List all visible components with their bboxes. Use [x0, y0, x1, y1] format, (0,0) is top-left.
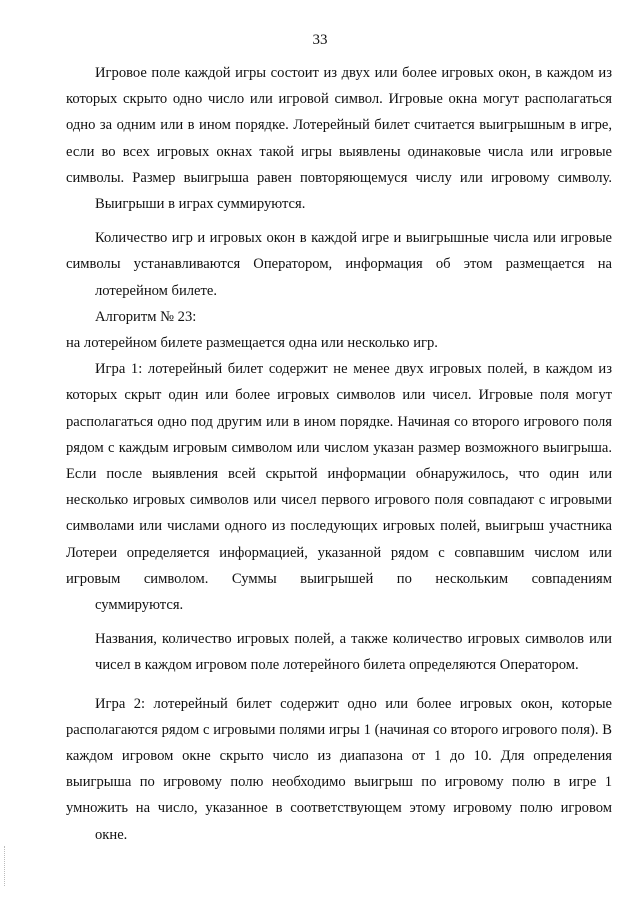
text-line: которых скрыт один или более игровых символов или чисел. Игровые поля могут [66, 387, 612, 404]
text-line: игровыми символами или числами одного из последующих игровых полей, выигрыш [66, 492, 612, 535]
text-line: Игра 2: лотерейный билет содержит одно или более игровых окон, которые [95, 695, 612, 712]
text-line: выигрыша. Если после выявления всей скрытой информации обнаружилось, что один [66, 439, 612, 483]
text-line: умножить на число, указанное в соответствующем этому игровому полю игровом [66, 800, 612, 817]
text-line-last: чисел в каждом игровом поле лотерейного билета определяются Оператором. [95, 657, 579, 674]
text-line: участника Лотереи определяется информацией, указанной рядом с совпавшим [66, 518, 612, 561]
text-line-last: Алгоритм № 23: [95, 308, 197, 325]
paragraph-algorithm-intro [66, 330, 612, 356]
text-line: символы устанавливаются Оператором, информация об этом размещается на [66, 256, 612, 273]
text-line: Количество игр и игровых окон в каждой игре и выигрышные числа или игровые [95, 230, 612, 247]
text-line: В каждом игровом окне скрыто число из диапазона от 1 до 10. Для определения [66, 721, 612, 765]
text-line-last: Выигрыши в играх суммируются. [95, 196, 306, 213]
scan-artifact [4, 846, 19, 886]
text-line: поля рядом с каждым игровым символом или числом указан размер возможного [66, 413, 612, 456]
text-line: располагаться одно под другим или в ином порядке. Начиная со второго игрового [66, 413, 579, 430]
text-line: если во всех игровых окнах такой игры выявлены одинаковые числа или игровые [66, 143, 612, 160]
document-body [66, 60, 612, 848]
text-line-last: лотерейном билете. [95, 282, 218, 299]
text-line: располагаются рядом с игровыми полями игры 1 (начиная со второго игрового поля). [66, 721, 599, 738]
page-number: 33 [312, 32, 328, 48]
text-line: числом или игровым символом. Суммы выигрышей по нескольким совпадениям [66, 544, 612, 587]
text-line: Игровое поле каждой игры состоит из двух или более игровых окон, в каждом из [95, 65, 612, 81]
paragraph-operator [66, 225, 612, 304]
text-line: Названия, количество игровых полей, а также количество игровых символов или [95, 631, 612, 648]
text-line-last: на лотерейном билете размещается одна или несколько игр. [66, 335, 438, 352]
text-line: выигрыша по игровому полю необходимо выигрыш по игровому полю в игре 1 [66, 774, 612, 791]
text-line: или несколько игровых символов или чисел первого игрового поля совпадают с [66, 466, 613, 509]
paragraph-game-2 [66, 691, 612, 848]
paragraph-game-1 [66, 356, 612, 618]
algorithm-heading [66, 304, 612, 330]
paragraph-names [66, 626, 612, 678]
text-line: символы. Размер выигрыша равен повторяющемуся числу или игровому символу. [66, 169, 612, 186]
paragraph-game-field [66, 60, 612, 217]
text-line: одно за одним или в ином порядке. Лотерейный билет считается выигрышным в игре, [66, 117, 612, 134]
text-line-last: окне. [95, 826, 128, 843]
text-line: Игра 1: лотерейный билет содержит не менее двух игровых полей, в каждом из [95, 361, 612, 378]
text-line-last: суммируются. [95, 597, 184, 614]
text-line: которых скрыто одно число или игровой символ. Игровые окна могут располагаться [66, 91, 612, 108]
